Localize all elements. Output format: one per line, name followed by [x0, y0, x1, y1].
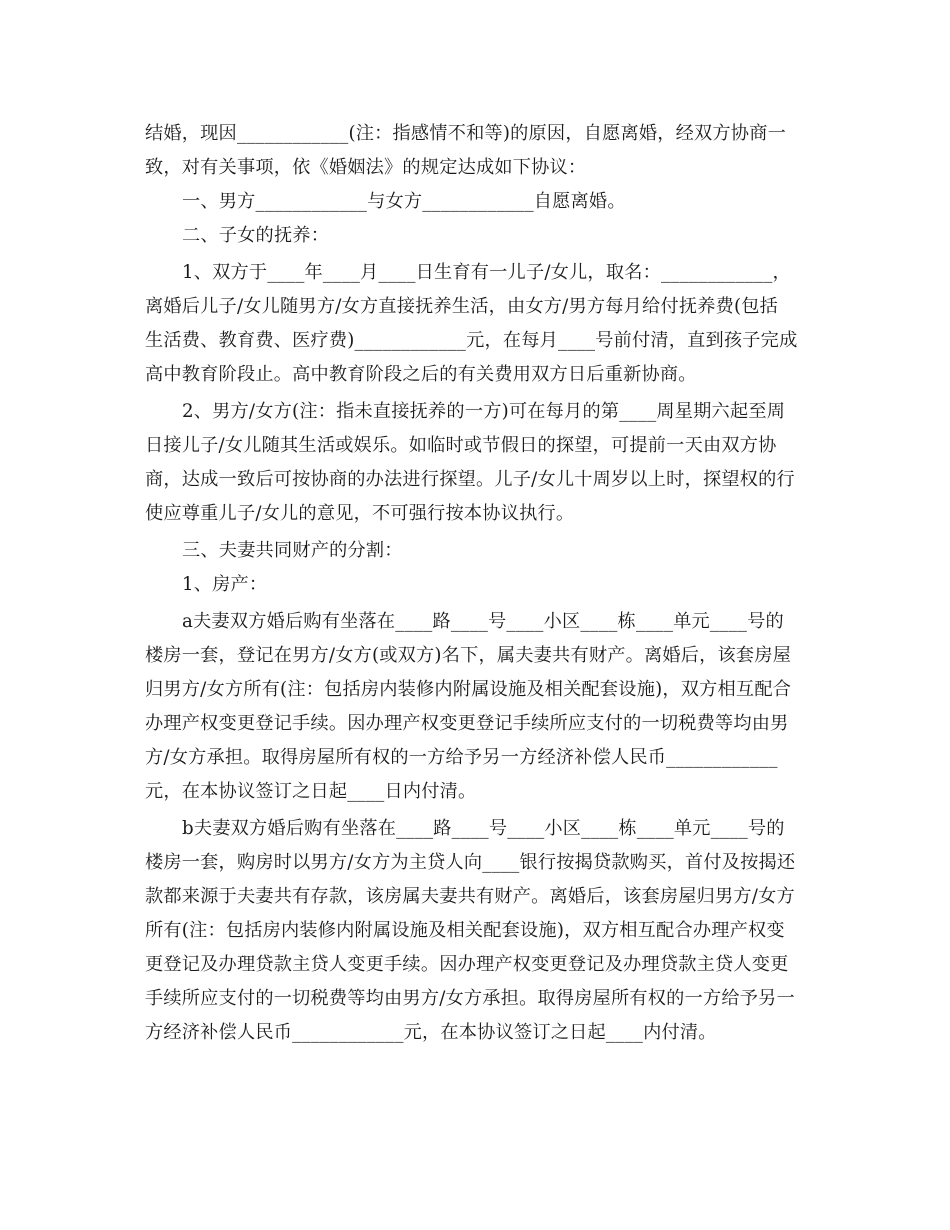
text-line: 楼房一套，购房时以男方/女方为主贷人向____银行按揭贷款购买，首付及按揭还 — [145, 852, 796, 873]
text-line: 结婚，现因____________(注：指感情不和等)的原因，自愿离婚，经双方协商一 — [145, 123, 786, 144]
subheading-real-estate: 1、房产： — [182, 574, 268, 595]
clause-a-start: a夫妻双方婚后购有坐落在____路____号____小区____栋____单元____号的 — [182, 611, 784, 632]
text-line: 离婚后儿子/女儿随男方/女方直接抚养生活，由女方/男方每月给付抚养费(包括 — [145, 296, 779, 317]
text-line: 致，对有关事项，依《婚姻法》的规定达成如下协议： — [145, 157, 587, 178]
section-heading-property: 三、夫妻共同财产的分割： — [182, 540, 403, 561]
text-line: 元，在本协议签订之日起____日内付清。 — [145, 781, 477, 802]
text-line: 更登记及办理贷款主贷人变更手续。因办理产权变更登记及办理贷款主贷人变更 — [145, 954, 789, 975]
document-body — [145, 117, 810, 1050]
section-clause-divorce: 一、男方____________与女方____________自愿离婚。 — [182, 191, 626, 212]
text-line: 使应尊重儿子/女儿的意见，不可强行按本协议执行。 — [145, 503, 575, 524]
text-line: 所有(注：包括房内装修内附属设施及相关配套设施)，双方相互配合办理产权变 — [145, 920, 785, 941]
text-line: 日接儿子/女儿随其生活或娱乐。如临时或节假日的探望，可提前一天由双方协 — [145, 435, 777, 456]
text-line: 手续所应支付的一切税费等均由男方/女方承担。取得房屋所有权的一方给予另一 — [145, 988, 795, 1009]
text-line: 款都来源于夫妻共有存款，该房属夫妻共有财产。离婚后，该套房屋归男方/女方 — [145, 886, 795, 907]
clause-2-start: 2、男方/女方(注：指未直接抚养的一方)可在每月的第____周星期六起至周 — [182, 401, 786, 422]
text-line: 方/女方承担。取得房屋所有权的一方给予另一方经济补偿人民币____________ — [145, 747, 778, 768]
section-heading-children: 二、子女的抚养： — [182, 225, 330, 246]
text-line: 办理产权变更登记手续。因办理产权变更登记手续所应支付的一切税费等均由男 — [145, 713, 789, 734]
text-line: 高中教育阶段止。高中教育阶段之后的有关费用双方日后重新协商。 — [145, 364, 697, 385]
clause-1-start: 1、双方于____年____月____日生育有一儿子/女儿，取名：____________， — [182, 262, 791, 283]
text-line: 生活费、教育费、医疗费)____________元，在每月____号前付清，直到孩子完成 — [145, 330, 798, 351]
text-line: 归男方/女方所有(注：包括房内装修内附属设施及相关配套设施)，双方相互配合 — [145, 679, 792, 700]
text-line: 方经济补偿人民币____________元，在本协议签订之日起____内付清。 — [145, 1022, 717, 1043]
text-line: 楼房一套，登记在男方/女方(或双方)名下，属夫妻共有财产。离婚后，该套房屋 — [145, 645, 792, 666]
clause-b-start: b夫妻双方婚后购有坐落在____路____号____小区____栋____单元____号的 — [182, 818, 785, 839]
text-line: 商，达成一致后可按协商的办法进行探望。儿子/女儿十周岁以上时，探望权的行 — [145, 469, 795, 490]
